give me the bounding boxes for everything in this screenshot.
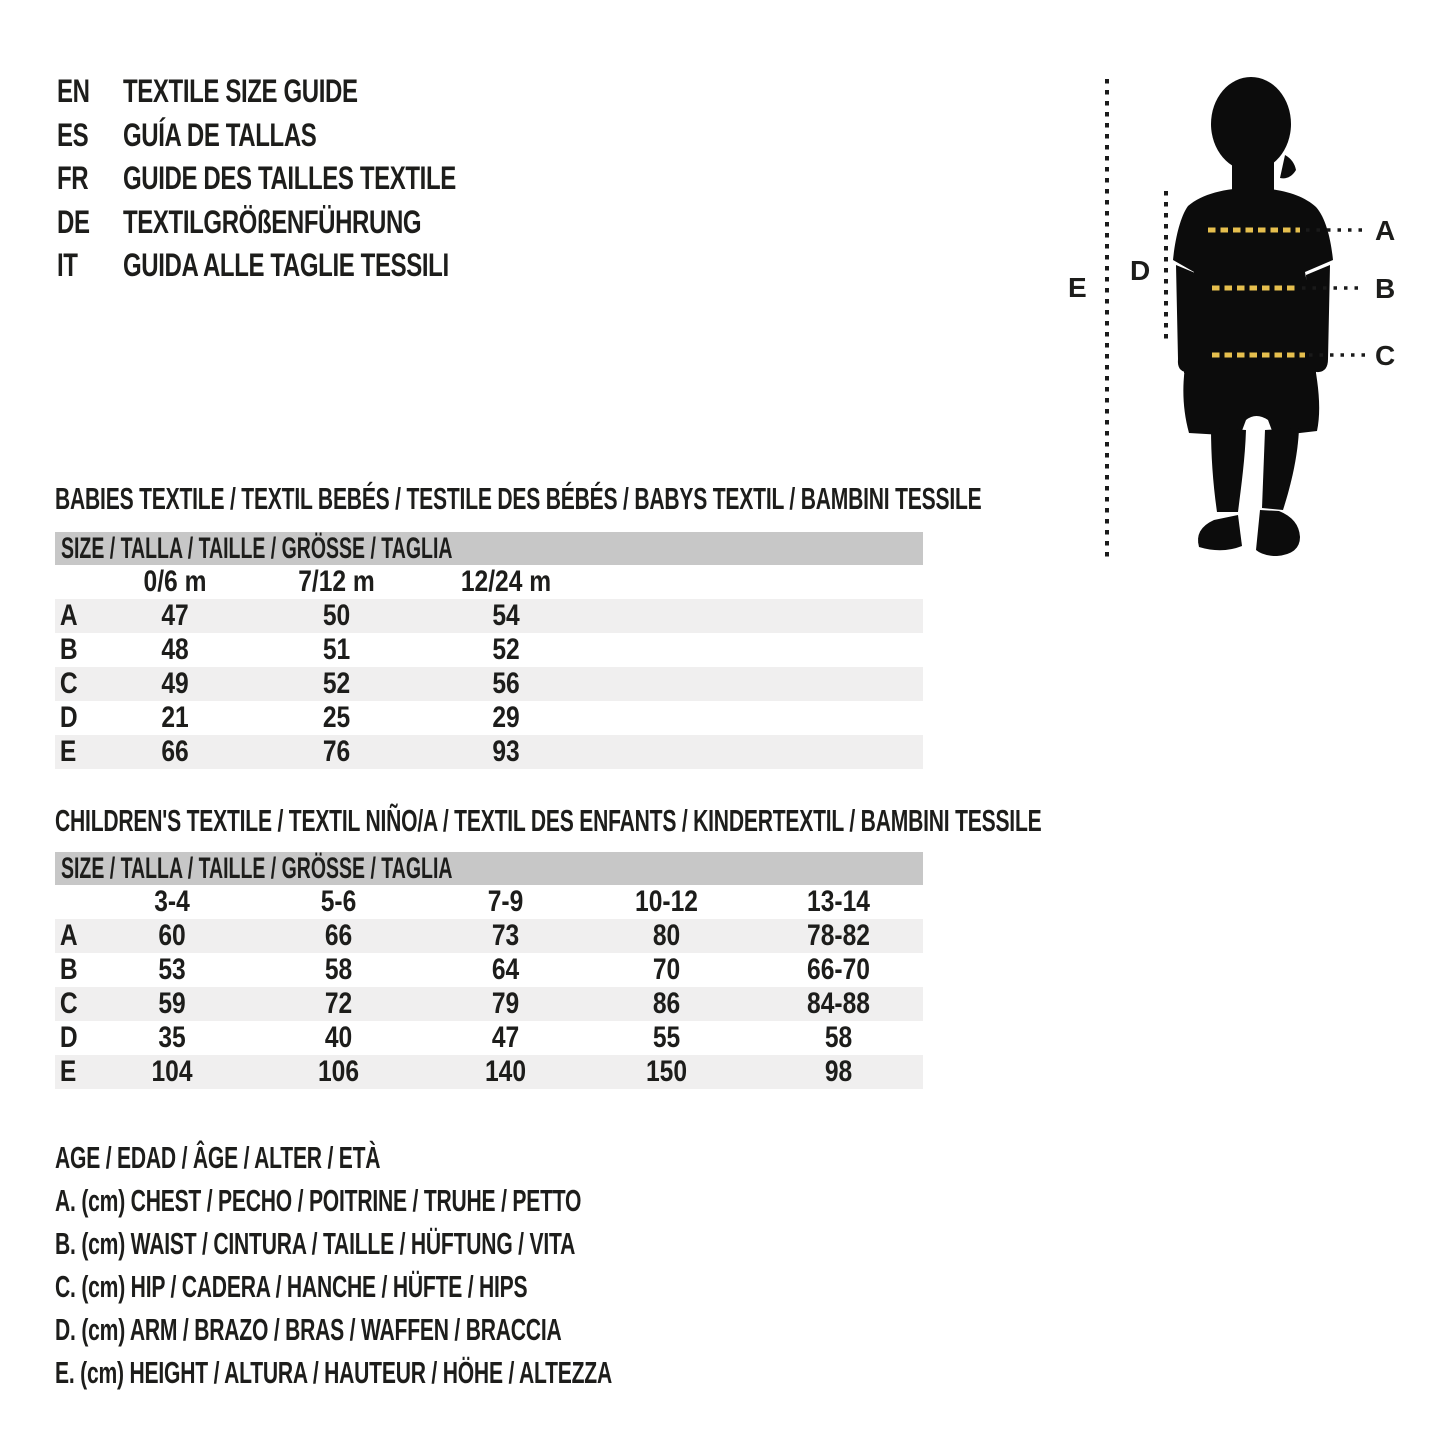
row-label: C xyxy=(59,987,78,1020)
table-cell: 35 xyxy=(158,1021,186,1054)
table-row xyxy=(55,599,923,633)
table-cell: 47 xyxy=(491,1021,520,1054)
legend-text: A. (cm) CHEST / PECHO / POITRINE / TRUHE / PETTO xyxy=(55,1182,582,1218)
figure-label-a: A xyxy=(1375,215,1396,246)
table-cell: 51 xyxy=(322,633,351,666)
row-label: A xyxy=(59,919,78,952)
size-header-label: SIZE / TALLA / TAILLE / GRÖSSE / TAGLIA xyxy=(61,851,453,885)
children-column-header-row xyxy=(55,885,923,919)
table-cell: 58 xyxy=(324,953,353,986)
column-header: 13-14 xyxy=(807,885,870,918)
legend-line-waist xyxy=(55,1222,874,1265)
table-cell: 104 xyxy=(151,1055,193,1088)
figure-label-d: D xyxy=(1130,255,1151,286)
row-label: A xyxy=(59,599,78,632)
table-cell: 66-70 xyxy=(807,953,870,986)
legend-text: C. (cm) HIP / CADERA / HANCHE / HÜFTE / HIPS xyxy=(55,1268,528,1304)
table-cell: 98 xyxy=(824,1055,853,1088)
language-title: GUÍA DE TALLAS xyxy=(123,116,317,153)
children-table-header-bar xyxy=(55,852,923,885)
babies-table-header-bar xyxy=(55,532,923,565)
table-cell: 78-82 xyxy=(807,919,870,952)
size-header-label: SIZE / TALLA / TAILLE / GRÖSSE / TAGLIA xyxy=(61,531,453,565)
legend-line-arm xyxy=(55,1308,874,1351)
language-list xyxy=(57,70,567,288)
table-cell: 21 xyxy=(161,701,189,734)
table-row xyxy=(55,953,923,987)
table-row xyxy=(55,987,923,1021)
language-title: TEXTILE SIZE GUIDE xyxy=(123,73,358,110)
table-cell: 64 xyxy=(491,953,520,986)
language-title: TEXTILGRÖßENFÜHRUNG xyxy=(123,203,422,240)
language-code: DE xyxy=(57,203,90,240)
babies-column-header-row xyxy=(55,565,923,599)
table-cell: 47 xyxy=(161,599,189,632)
figure-label-e: E xyxy=(1068,272,1087,303)
language-row-en xyxy=(57,70,567,114)
column-header: 7-9 xyxy=(487,885,524,918)
table-row xyxy=(55,701,923,735)
table-cell: 54 xyxy=(492,599,520,632)
table-cell: 48 xyxy=(161,633,189,666)
legend-text: D. (cm) ARM / BRAZO / BRAS / WAFFEN / BRACCIA xyxy=(55,1311,562,1347)
table-cell: 66 xyxy=(324,919,353,952)
table-cell: 55 xyxy=(652,1021,681,1054)
row-label: B xyxy=(59,633,78,666)
table-cell: 86 xyxy=(652,987,681,1020)
legend-line-chest xyxy=(55,1179,874,1222)
language-code: ES xyxy=(57,116,89,153)
table-cell: 79 xyxy=(491,987,520,1020)
table-row xyxy=(55,735,923,769)
language-code: FR xyxy=(57,160,89,197)
table-row xyxy=(55,633,923,667)
language-code: IT xyxy=(57,247,78,284)
table-cell: 80 xyxy=(652,919,681,952)
table-cell: 56 xyxy=(492,667,520,700)
row-label: E xyxy=(59,735,77,768)
table-cell: 84-88 xyxy=(807,987,870,1020)
table-cell: 52 xyxy=(492,633,520,666)
column-header: 0/6 m xyxy=(143,565,207,598)
table-cell: 106 xyxy=(317,1055,360,1088)
language-row-de xyxy=(57,201,567,245)
figure-label-b: B xyxy=(1375,273,1396,304)
child-silhouette-icon xyxy=(1173,77,1333,556)
row-label: C xyxy=(59,667,78,700)
table-cell: 49 xyxy=(161,667,189,700)
children-section-title: CHILDREN'S TEXTILE / TEXTIL NIÑO/A / TEXTIL DES ENFANTS / KINDERTEXTIL / BAMBINI TESSILE xyxy=(55,803,1042,838)
language-title: GUIDA ALLE TAGLIE TESSILI xyxy=(123,247,449,284)
table-cell: 150 xyxy=(645,1055,688,1088)
table-cell: 53 xyxy=(158,953,186,986)
table-cell: 29 xyxy=(492,701,520,734)
language-row-fr xyxy=(57,157,567,201)
language-row-es xyxy=(57,114,567,158)
table-cell: 60 xyxy=(158,919,186,952)
table-row xyxy=(55,1055,923,1089)
language-title: GUIDE DES TAILLES TEXTILE xyxy=(123,160,456,197)
table-cell: 66 xyxy=(161,735,189,768)
table-cell: 50 xyxy=(322,599,351,632)
table-row xyxy=(55,1021,923,1055)
table-cell: 58 xyxy=(824,1021,853,1054)
size-measurement-diagram xyxy=(1060,60,1445,570)
table-cell: 93 xyxy=(492,735,520,768)
babies-size-table xyxy=(55,532,923,769)
figure-label-c: C xyxy=(1375,340,1396,371)
table-cell: 76 xyxy=(322,735,351,768)
row-label: D xyxy=(59,1021,78,1054)
legend-text: E. (cm) HEIGHT / ALTURA / HAUTEUR / HÖHE / ALTEZZA xyxy=(55,1354,613,1390)
table-cell: 40 xyxy=(324,1021,353,1054)
column-header: 12/24 m xyxy=(460,565,552,598)
table-cell: 72 xyxy=(324,987,353,1020)
table-row xyxy=(55,667,923,701)
language-row-it xyxy=(57,244,567,288)
row-label: D xyxy=(59,701,78,734)
column-header: 3-4 xyxy=(154,885,190,918)
column-header: 5-6 xyxy=(320,885,357,918)
legend-line-age xyxy=(55,1136,874,1179)
legend-text: B. (cm) WAIST / CINTURA / TAILLE / HÜFTUNG / VITA xyxy=(55,1225,576,1261)
table-cell: 70 xyxy=(652,953,681,986)
language-code: EN xyxy=(57,73,90,110)
table-cell: 59 xyxy=(158,987,186,1020)
legend-line-height xyxy=(55,1351,874,1394)
babies-section-title: BABIES TEXTILE / TEXTIL BEBÉS / TESTILE DES BÉBÉS / BABYS TEXTIL / BAMBINI TESSILE xyxy=(55,481,982,516)
row-label: B xyxy=(59,953,78,986)
table-cell: 140 xyxy=(484,1055,527,1088)
children-size-table xyxy=(55,852,923,1089)
table-row xyxy=(55,919,923,953)
column-header: 10-12 xyxy=(635,885,698,918)
legend-text: AGE / EDAD / ÂGE / ALTER / ETÀ xyxy=(55,1139,381,1175)
row-label: E xyxy=(59,1055,77,1088)
table-cell: 52 xyxy=(322,667,351,700)
table-cell: 25 xyxy=(322,701,351,734)
legend-line-hip xyxy=(55,1265,874,1308)
measurement-legend xyxy=(55,1136,874,1394)
column-header: 7/12 m xyxy=(298,565,375,598)
table-cell: 73 xyxy=(491,919,520,952)
